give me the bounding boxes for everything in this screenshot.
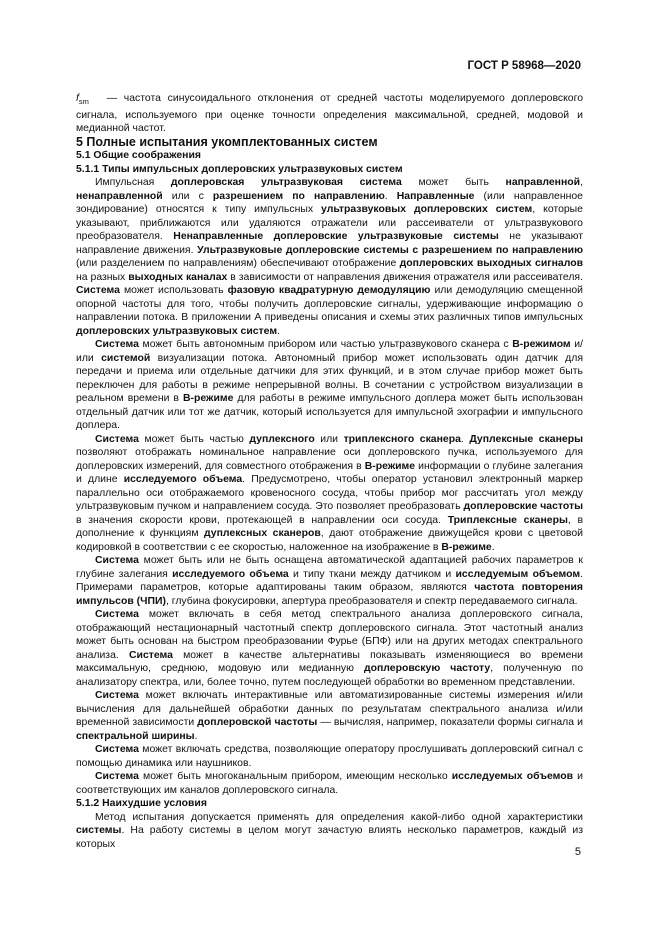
paragraph: Импульсная доплеровская ультразвуковая система может быть направленной, ненаправленной или с разрешением по направлению. Направленные (или направленное зондирование) относятся к типу импульсных ультразвуковых доплеровских систем, которые указывают, приближаются или удаляются отражатели или рассеиватели от ультразвукового преобразователя. Ненаправленные доплеровские ультразвуковые системы не указывают направление движения. Ультразвуковые доплеровские системы с разрешением по направлению (или разделением по направлениям) обеспечивают отображение доплеровских выходных сигналов на разных выходных каналах в зависимости от направления движения отражателя или рассеивателя. Система может использовать фазовую квадратурную демодуляцию или демодуляцию смещенной опорной частоты для того, чтобы получить доплеровские сигналы, удерживающие информацию о направлении потока. В приложении А приведены описания и схемы этих различных типов импульсных доплеровских ультразвуковых систем. bbox=[76, 177, 583, 337]
definition-symbol: $f_{sm}$ bbox=[76, 93, 89, 107]
paragraph: Система может включать в себя метод спектрального анализа доплеровского сигнала, отображающий нестационарный частотный спектр доплеровского сигнала. Этот частотный анализ может быть основан на быстром преобразовании Фурье (БПФ) или на других методах спектрального анализа. Система может в качестве альтернативы показывать изменяющиеся во времени максимальную, среднюю, модовую или медианную доплеровскую частоту, полученную по анализатору спектра, или, более точно, путем последующей обработки во временном представлении. bbox=[76, 609, 584, 688]
paragraph: Система может быть автономным прибором или частью ультразвукового сканера с В-режимом и/или системой визуализации потока. Автономный прибор может использовать один датчик для передачи и приема или отдельные датчики для этих функций, и в этом случае прибор может быть переключен для работы в режиме непрерывной волны. В сочетании с устройством визуализации в реальном времени в В-режиме для работы в режиме импульсного доплера может быть использован отдельный датчик или тот же датчик, который используется для импульсной эхографии и импульсного доплера. bbox=[76, 339, 584, 432]
definition-entry bbox=[76, 92, 583, 136]
paragraph: Система может включать интерактивные или автоматизированные системы измерения и/или вычисления для дальнейшей обработки данных по результатам спектрального анализа и/или временной зависимости доплеровской частоты — вычисляя, например, показатели формы сигнала и спектральной ширины. bbox=[76, 690, 583, 742]
document-body bbox=[76, 92, 583, 851]
paragraph: Система может быть частью дуплексного или триплексного сканера. Дуплексные сканеры позволяют отображать номинальное направление оси доплеровского пучка, используемого для доплеровских измерений, для совместного отображения в В-режиме информации о глубине залегания и длине исследуемого объема. Предусмотрено, чтобы оператор установил электронный маркер параллельно оси отображаемого кровеносного сосуда, чтобы прибор мог рассчитать угол между ультразвуковым пучком и направлением сосуда. Это позволяет преобразовать доплеровские частоты в значения скорости крови, протекающей в направлении оси сосуда. Триплексные сканеры, в дополнение к функциям дуплексных сканеров, дают отображение движущейся крови с цветовой кодировкой в соответствии с ее скоростью, наложенное на изображение в В-режиме. bbox=[76, 433, 583, 553]
subsubsection-heading: 5.1.1 Типы импульсных доплеровских ультразвуковых систем bbox=[76, 163, 403, 175]
section-heading: 5 Полные испытания укомплектованных систем bbox=[76, 134, 378, 149]
paragraph: Система может включать средства, позволяющие оператору прослушивать доплеровский сигнал с помощью динамика или наушников. bbox=[76, 744, 583, 769]
document-header: ГОСТ Р 58968—2020 bbox=[467, 60, 581, 72]
subsubsection-heading: 5.1.2 Наихудшие условия bbox=[76, 798, 207, 810]
definition-text: — частота синусоидального отклонения от средней частоты моделируемого доплеровского сигнала, используемого при оценке точности определения максимальной, средней, модовой и медианной частот. bbox=[76, 93, 583, 135]
paragraph: Система может быть или не быть оснащена автоматической адаптацией рабочих параметров к глубине залегания исследуемого объема и типу ткани между датчиком и исследуемым объемом. Примерами параметров, которые адаптированы таким образом, являются частота повторения импульсов (ЧПИ), глубина фокусировки, апертура преобразователя и спектр передаваемого сигнала. bbox=[76, 555, 583, 607]
page-number: 5 bbox=[574, 846, 581, 858]
subsection-heading: 5.1 Общие соображения bbox=[76, 150, 201, 162]
paragraph: Система может быть многоканальным прибором, имеющим несколько исследуемых объемов и соответствующих им каналов доплеровского сигнала. bbox=[76, 771, 583, 796]
paragraph: Метод испытания допускается применять для определения какой-либо одной характеристики системы. На работу системы в целом могут зачастую влиять несколько параметров, каждый из которых bbox=[76, 811, 583, 850]
